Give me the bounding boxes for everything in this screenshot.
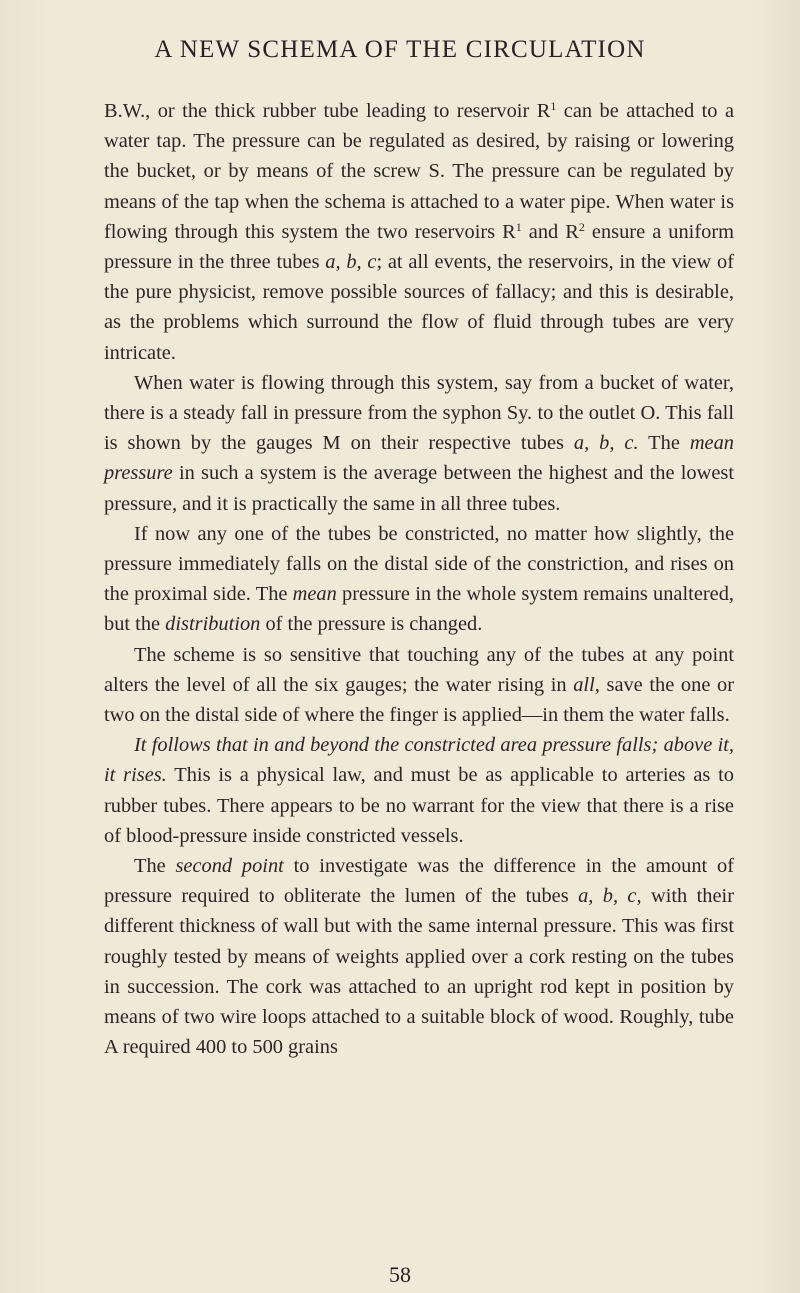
italic-run: a, b, c xyxy=(578,885,637,908)
text-run: ensure a uniform pressure in the three tubes xyxy=(104,220,734,274)
paragraph xyxy=(104,368,734,519)
text-run: , save the one or two on the distal side of where the finger is applied—in them the water falls. xyxy=(104,673,734,727)
text-run: to investigate was the difference in the amount of pressure required to obliterate the lumen of the tubes xyxy=(104,855,734,908)
page-number: 58 xyxy=(389,1262,411,1287)
body-text xyxy=(104,96,734,1063)
running-head: A NEW SCHEMA OF THE CIRCULATION xyxy=(154,36,646,63)
superscript: 1 xyxy=(550,99,557,113)
text-run: The xyxy=(134,855,176,878)
text-run: in such a system is the average between the highest and the lowest pressure, and it is practically the same in all three tubes. xyxy=(104,462,734,515)
text-run: The scheme is so sensitive that touching any of the tubes at any point alters the level of all the six gauges; the water rising in xyxy=(104,643,734,696)
text-run: ; at all events, the reservoirs, in the view of the pure physicist, remove possible sources of fallacy; and this is desirable, as the problems which surround the flow of fluid through tubes are very intricate. xyxy=(104,251,734,364)
italic-run: mean pressure xyxy=(104,432,734,485)
text-run: , with their different thickness of wall but with the same internal pressure. This was first roughly tested by means of weights applied over a cork resting on the tubes in succession. The cork was attached to an upright rod kept in position by means of two wire loops attached to a suitable block of wood. Roughly, tube A required 400 to 500 grains xyxy=(104,885,734,1059)
italic-run: second point xyxy=(175,855,284,878)
paragraph xyxy=(104,640,734,731)
italic-run: distribution xyxy=(165,613,261,636)
text-run: When water is flowing through this system, say from a bucket of water, there is a steady fall in pressure from the syphon Sy. to the outlet O. This fall is shown by the gauges M on their respective tubes xyxy=(104,371,734,455)
paragraph xyxy=(104,730,734,851)
paragraph xyxy=(104,851,734,1062)
italic-run: mean xyxy=(292,583,337,606)
text-run: can be attached to a water tap. The pressure can be regulated as desired, by raising or lowering the bucket, or by means of the screw S. The pressure can be regulated by means of the tap when the schema is attached to a water pipe. When water is flowing through this system the two reservoirs R xyxy=(104,100,734,243)
italic-run: It follows that in and beyond the constricted area pressure falls; above it, it rises. xyxy=(104,734,734,787)
text-run: of the pressure is changed. xyxy=(260,613,483,636)
text-run: and R xyxy=(521,220,579,243)
superscript: 2 xyxy=(578,219,585,234)
paragraph xyxy=(104,519,734,640)
italic-run: a, b, c. xyxy=(573,432,639,455)
superscript: 1 xyxy=(515,219,522,234)
text-run: pressure in the whole system remains unaltered, but the xyxy=(104,583,734,636)
text-run: If now any one of the tubes be constricted, no matter how slightly, the pressure immediately falls on the distal side of the constriction, and rises on the proximal side. The xyxy=(104,522,734,606)
text-run: B.W., or the thick rubber tube leading to reservoir R xyxy=(104,100,551,122)
text-run: The xyxy=(638,432,690,455)
paragraph xyxy=(104,96,734,368)
italic-run: all xyxy=(573,673,595,696)
text-run: This is a physical law, and must be as applicable to arteries as to rubber tubes. There appears to be no warrant for the view that there is a rise of blood-pressure inside constricted vessels. xyxy=(104,764,735,847)
italic-run: a, b, c xyxy=(325,251,377,274)
